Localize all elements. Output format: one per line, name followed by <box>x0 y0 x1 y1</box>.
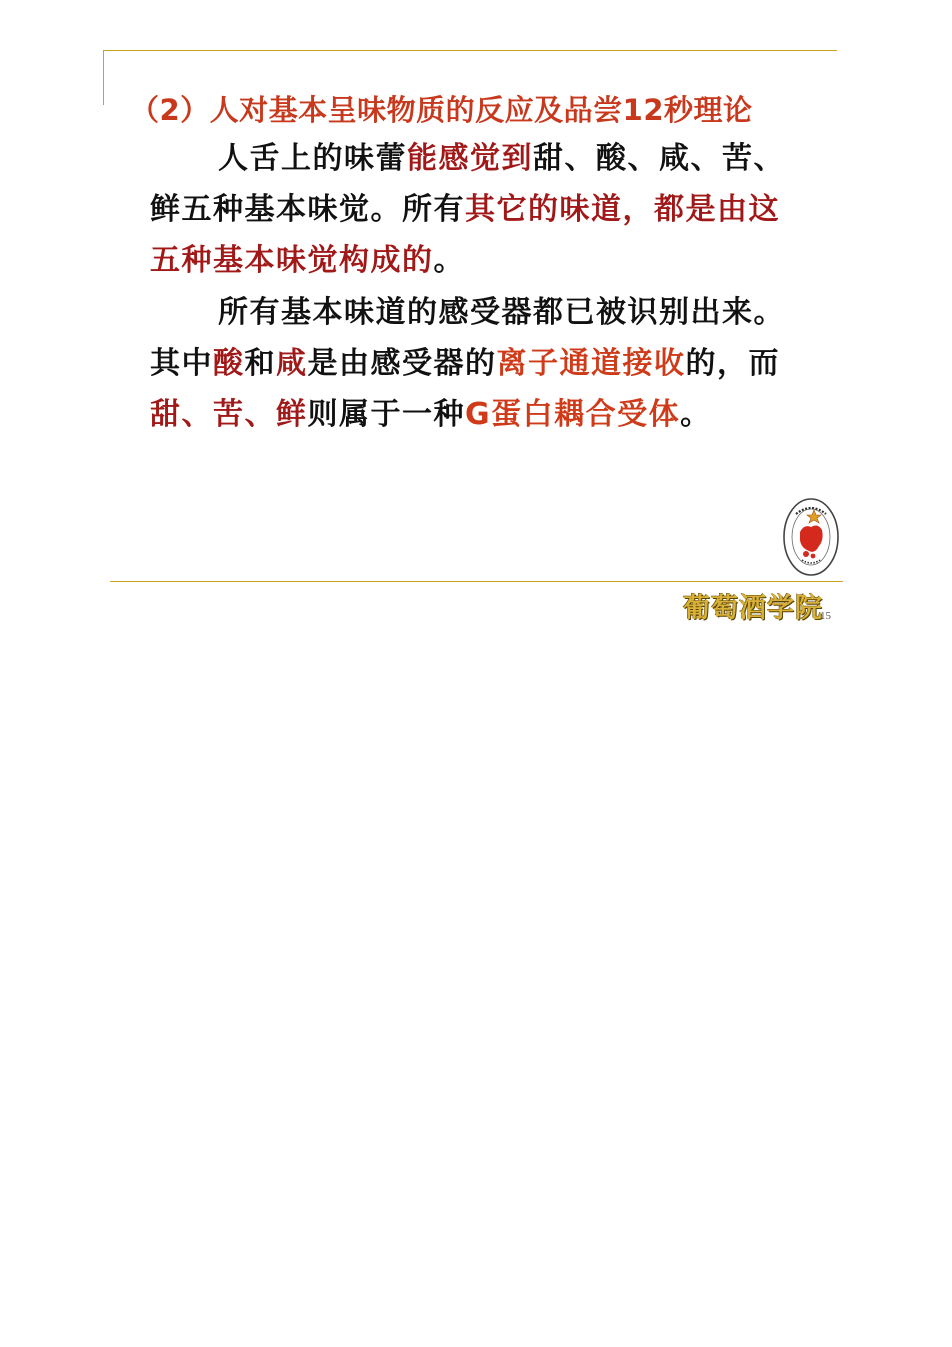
paragraph-text <box>150 141 785 278</box>
text-run: 人舌上的味蕾 <box>218 141 407 176</box>
college-of-enology-seal-icon <box>782 496 840 578</box>
top-rule <box>103 50 837 51</box>
text-run: 是由感受器的 <box>307 346 497 381</box>
text-run: 的，而 <box>685 346 780 381</box>
paragraph-taste-buds <box>150 133 810 286</box>
left-rule <box>103 50 104 105</box>
paragraph-receptors <box>150 287 810 440</box>
text-run: 。 <box>433 243 465 278</box>
text-run: 咸 <box>276 346 308 381</box>
page-number: 15 <box>820 610 831 622</box>
text-run: 和 <box>244 346 276 381</box>
text-run: 离子通道接收 <box>496 346 686 381</box>
bottom-rule <box>110 581 843 582</box>
text-run: 其它的味道，都是由这五种基本味觉构成的 <box>150 192 780 278</box>
text-run: 。 <box>680 397 712 432</box>
text-run: 甜、苦、鲜 <box>150 397 308 432</box>
text-run: 甜、酸、咸、苦、鲜五种基本味觉。所有 <box>150 141 785 227</box>
text-run: 所有基本味道的感受器都已被识别出来。其中 <box>150 295 785 381</box>
slide <box>0 0 952 640</box>
paragraph-text <box>150 295 785 432</box>
text-run: G蛋白耦合受体 <box>465 397 681 432</box>
text-run: 能感觉到 <box>407 141 533 176</box>
slide-title: （2）人对基本呈味物质的反应及品尝12秒理论 <box>130 93 753 127</box>
text-run: 酸 <box>213 346 245 381</box>
text-run: 则属于一种 <box>307 397 465 432</box>
institution-name: 葡萄酒学院 <box>683 593 823 624</box>
